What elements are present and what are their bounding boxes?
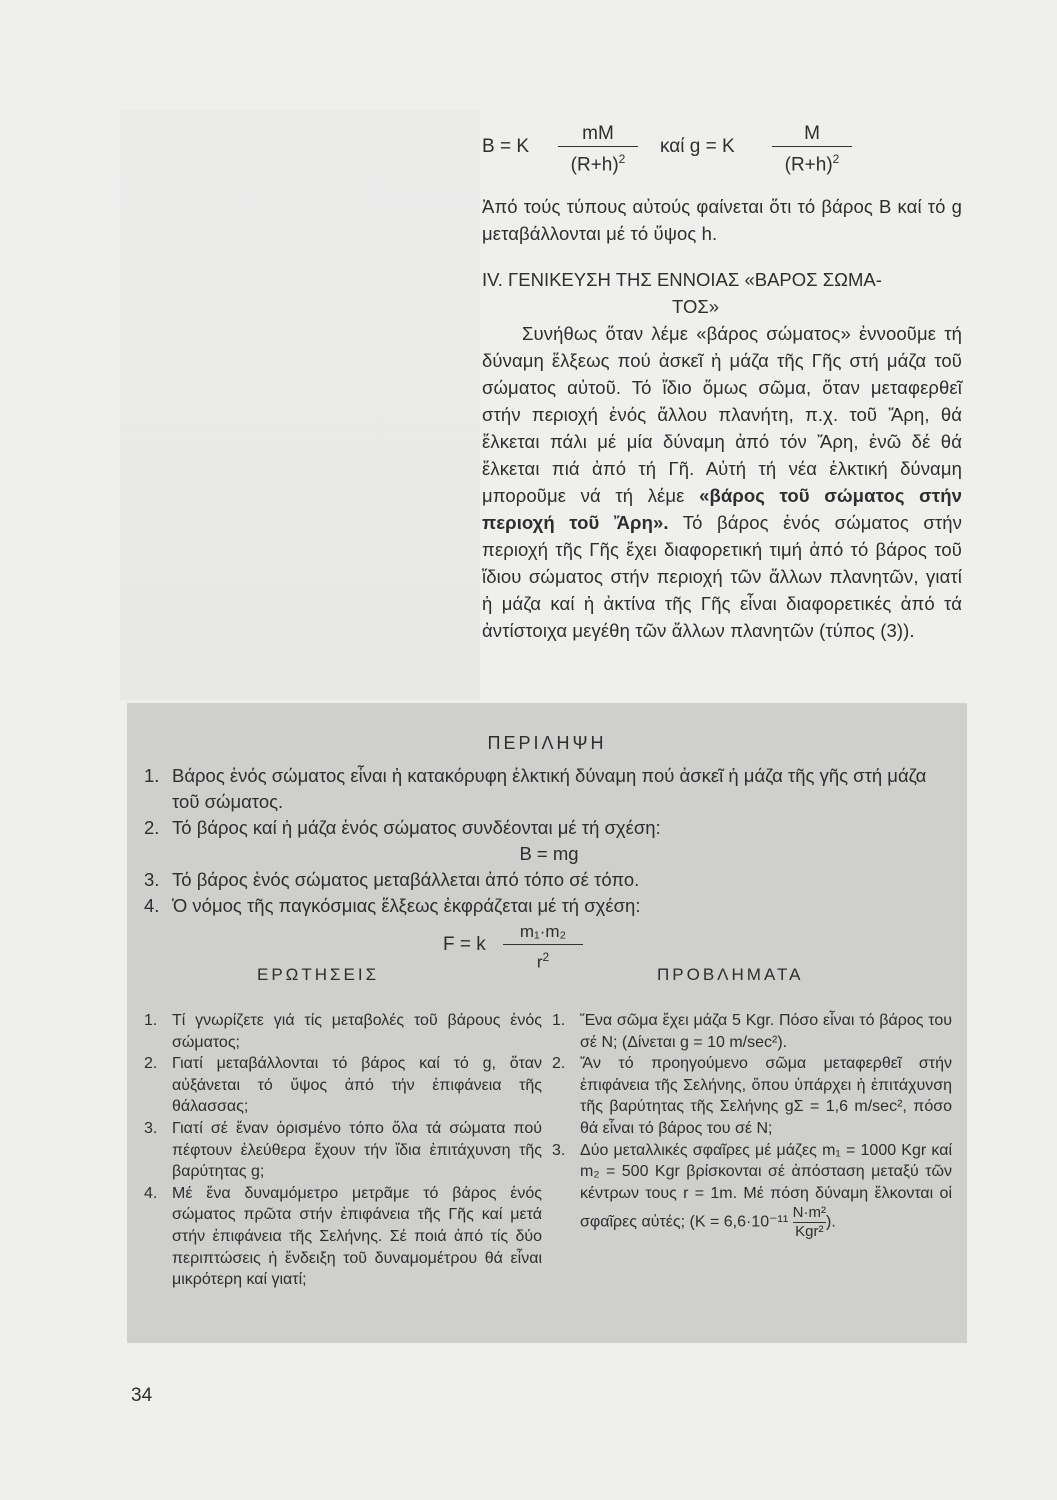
formula-g-fraction <box>772 122 852 177</box>
problem-item: 3. Δύο μεταλλικές σφαῖρες μέ μάζες m₁ = 1000 Kgr καί m₂ = 500 Kgr βρίσκονται σέ ἀπόσταση μεταξύ τῶν κέντρων τους r = 1m. Μέ πόση δύναμη ἕλκονται οἱ σφαῖρες αὐτές; (K = 6,6·10⁻¹¹ $\frac{\text{N·m²}}{\text{Kgr²}}$ ). <box>552 1141 952 1241</box>
formula-b-denominator: $(R+h)^2$ <box>558 146 638 177</box>
questions-title: ΕΡΩΤΗΣΕΙΣ <box>257 965 380 984</box>
formula-b-numerator: mM <box>582 123 614 144</box>
left-margin-shade <box>120 110 480 700</box>
questions-column <box>144 1010 542 1291</box>
problem-item: 1. Ἕνα σῶμα ἔχει μάζα 5 Kgr. Πόσο εἶναι τό βάρος του σέ N; (Δίνεται g = 10 m/sec²). <box>552 1012 952 1051</box>
equation-f-fraction: $\frac{\text{m₁·m₂}}{r^2}$ <box>503 920 583 975</box>
formula-joiner: καί g = K <box>660 136 735 157</box>
equation-f-lhs: F = k <box>443 934 486 955</box>
formula-b-fraction <box>558 122 638 177</box>
body-text-part2: Τό βάρος ἑνός σώματος στήν περιοχή τῆς Γῆς ἔχει διαφορετική τιμή ἀπό τό βάρος τοῦ ἴδιου σώματος στήν περιοχή τῶν ἄλλων πλανητῶν, γιατί ἡ μάζα καί ἡ ἀκτίνα τῆς Γῆς εἶναι διαφορετικές ἀπό τά ἀντίστοιχα μεγέθη τῶν ἄλλων πλανητῶν (τύπος (3)). <box>482 512 962 641</box>
formula-weight-altitude <box>482 122 962 178</box>
gravitation-law-equation <box>435 920 615 970</box>
section-heading-line1: IV. ΓΕΝΙΚΕΥΣΗ ΤΗΣ ΕΝΝΟΙΑΣ «ΒΑΡΟΣ ΣΩΜΑ- <box>482 269 882 290</box>
question-item: 3. Γιατί σέ ἕναν ὁρισμένο τόπο ὅλα τά σώματα πού πέφτουν ἐλεύθερα ἔχουν τήν ἴδια ἐπιτάχυνση τῆς βαρύτητας g; <box>144 1119 542 1181</box>
intro-paragraph: Ἀπό τούς τύπους αὐτούς φαίνεται ὅτι τό βάρος B καί τό g μεταβάλλονται μέ τό ὕψος h. <box>482 196 962 244</box>
problems-column <box>552 1010 952 1241</box>
summary-title: ΠΕΡΙΛΗΨΗ <box>487 733 607 753</box>
summary-item: 1. Βάρος ἑνός σώματος εἶναι ἡ κατακόρυφη ἑλκτική δύναμη πού ἀσκεῖ ἡ μάζα τῆς γῆς στή μάζα τοῦ σώματος. <box>144 765 927 812</box>
section-heading-line2: ΤΟΣ» <box>672 296 720 317</box>
problem-item: 2. Ἄν τό προηγούμενο σῶμα μεταφερθεῖ στήν ἐπιφάνεια τῆς Σελήνης, ὅπου ὑπάρχει ἡ ἐπιτάχυνση τῆς βαρύτητας τῆς Σελήνης gΣ = 1,6 m/sec², πόσο θά εἶναι τό βάρος του σέ N; <box>552 1055 952 1137</box>
summary-item: 4. Ὁ νόμος τῆς παγκόσμιας ἕλξεως ἐκφράζεται μέ τή σχέση: <box>144 895 641 916</box>
body-text-part1: Συνήθως ὅταν λέμε «βάρος σώματος» ἐννοοῦμε τή δύναμη ἕλξεως πού ἀσκεῖ ἡ μάζα τῆς Γῆς στή μάζα τοῦ σώματος αὐτοῦ. Τό ἴδιο ὅμως σῶμα, ὅταν μεταφερθεῖ στήν περιοχή ἑνός ἄλλου πλανήτη, π.χ. τοῦ Ἄρη, θά ἕλκεται πάλι μέ μία δύναμη ἀπό τόν Ἄρη, ἐνῶ δέ θά ἕλκεται πιά ἀπό τή Γῆ. Αὐτή τή νέα ἑλκτική δύναμη μποροῦμε νά τή λέμε <box>482 323 962 506</box>
formula-g-denominator: $(R+h)^2$ <box>772 146 852 177</box>
formula-g-numerator: M <box>804 123 820 144</box>
question-item: 2. Γιατί μεταβάλλονται τό βάρος καί τό g, ὅταν αὐξάνεται τό ὕψος ἀπό τήν ἐπιφάνεια τῆς θάλασσας; <box>144 1055 542 1116</box>
summary-panel <box>127 703 967 1343</box>
summary-list <box>144 763 954 919</box>
body-text-bold: «βάρος τοῦ σώματος στήν περιοχή τοῦ Ἄρη». <box>482 485 962 533</box>
section-body-paragraph <box>482 320 962 644</box>
problems-title: ΠΡΟΒΛΗΜΑΤΑ <box>657 965 804 984</box>
page-number: 34 <box>131 1385 153 1406</box>
question-item: 1. Τί γνωρίζετε γιά τίς μεταβολές τοῦ βάρους ἑνός σώματος; <box>144 1012 542 1051</box>
question-item: 4. Μέ ἕνα δυναμόμετρο μετρᾶμε τό βάρος ἑνός σώματος πρῶτα στήν ἐπιφάνεια τῆς Γῆς καί μετά στήν ἐπιφάνεια τῆς Σελήνης. Σέ ποιά ἀπό τίς δύο περιπτώσεις ἡ ἔνδειξη τοῦ δυναμομέτρου θά εἶναι μικρότερη καί γιατί; <box>144 1184 542 1289</box>
formula-b-lhs: B = K <box>482 136 529 157</box>
summary-equation-b: B = mg <box>519 843 579 864</box>
gravitational-constant-units: $\frac{\text{N·m²}}{\text{Kgr²}}$ <box>792 1204 826 1241</box>
section-heading <box>482 266 962 320</box>
summary-item: 3. Τό βάρος ἑνός σώματος μεταβάλλεται ἀπό τόπο σέ τόπο. <box>144 869 640 890</box>
summary-item: 2. Τό βάρος καί ἡ μάζα ἑνός σώματος συνδέονται μέ τή σχέση: <box>144 817 661 838</box>
